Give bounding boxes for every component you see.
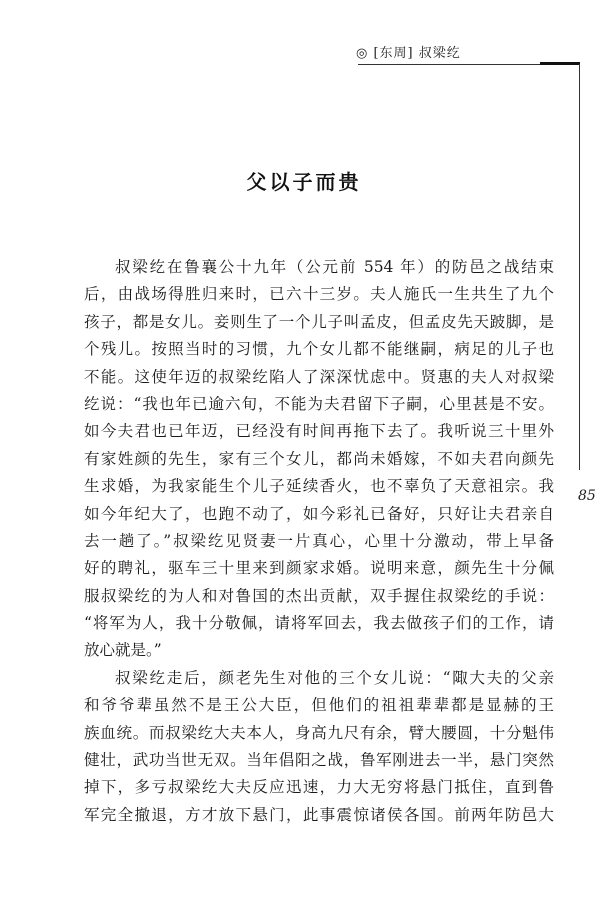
article-title: 父以子而贵: [246, 170, 362, 194]
header-rule-accent: [540, 62, 580, 65]
text-line: 和爷爷辈虽然不是王公大臣，但他们的祖祖辈辈都是显赫的王: [84, 696, 554, 715]
text-line: 好的聘礼，驱车三十里来到颜家求婚。说明来意，颜先生十分佩: [84, 559, 554, 578]
text-line: 去一趟了。”叔梁纥见贤妻一片真心，心里十分激动，带上早备: [84, 531, 554, 550]
page-number: 85: [578, 488, 596, 504]
text-line: 有家姓颜的先生，家有三个女儿，都尚未婚嫁，不如夫君向颜先: [84, 449, 554, 468]
text-line: 族血统。而叔梁纥大夫本人，身高九尺有余，臂大腰圆，十分魁伟: [84, 723, 554, 742]
text-line: 孩子，都是女儿。妾则生了一个儿子叫孟皮，但孟皮先天跛脚，是: [84, 312, 554, 331]
text-line: 纥说：“我也年已逾六旬，不能为夫君留下子嗣，心里甚是不安。: [84, 394, 554, 413]
text-line: 如今夫君也已年迈，已经没有时间再拖下去了。我听说三十里外: [84, 422, 554, 441]
text-line: 个残儿。按照当时的习惯，九个女儿都不能继嗣，病足的儿子也: [84, 340, 554, 359]
text-line: 如今年纪大了，也跑不动了，如今彩礼已备好，只好让夫君亲自: [84, 504, 554, 523]
text-line: 后，由战场得胜归来时，已六十三岁。夫人施氏一生共生了九个: [84, 285, 554, 304]
text-line: 放心就是。”: [84, 641, 162, 660]
text-line: 军完全撤退，方才放下悬门，此事震惊诸侯各国。前两年防邑大: [84, 805, 554, 824]
article-body: [84, 254, 554, 829]
text-line: “将军为人，我十分敬佩，请将军回去，我去做孩子们的工作，请: [84, 614, 554, 633]
text-line: 掉下，多亏叔梁纥大夫反应迅速，力大无穷将悬门抵住，直到鲁: [84, 778, 554, 797]
text-line: 叔梁纥走后，颜老先生对他的三个女儿说：“陬大夫的父亲: [115, 668, 554, 687]
text-line: 健壮，武功当世无双。当年倡阳之战，鲁军刚进去一半，悬门突然: [84, 751, 554, 770]
text-line: 生求婚，为我家能生个儿子延续香火，也不辜负了天意祖宗。我: [84, 477, 554, 496]
text-line: 叔梁纥在鲁襄公十九年（公元前 554 年）的防邑之战结束: [115, 258, 554, 276]
running-header: ◎ [东周] 叔梁纥: [356, 46, 461, 61]
text-line: 不能。这使年迈的叔梁纥陷人了深深忧虑中。贤惠的夫人对叔梁: [84, 367, 554, 386]
side-rule: [579, 64, 580, 470]
text-line: 服叔梁纥的为人和对鲁国的杰出贡献，双手握住叔梁纥的手说：: [84, 586, 554, 605]
